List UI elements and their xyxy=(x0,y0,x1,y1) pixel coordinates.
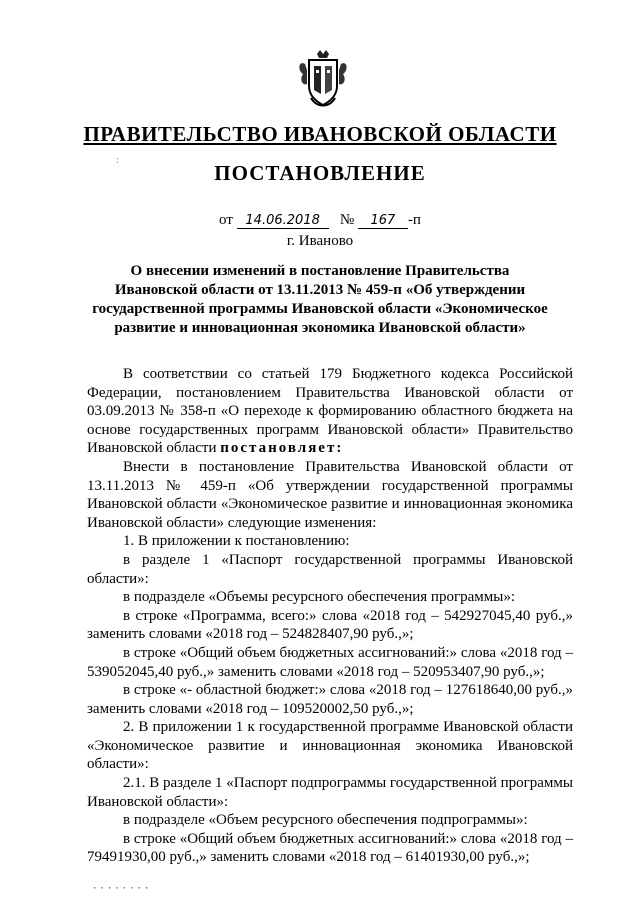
number-sign: № xyxy=(339,212,355,228)
scan-mark: : xyxy=(116,155,119,166)
paragraph: 1. В приложении к постановлению: xyxy=(123,533,350,550)
paragraph: в строке «Общий объем бюджетных ассигнований:» слова «2018 год – 539052045,40 руб.,» заменить словами «2018 год – 520953407,90 руб.,»; xyxy=(87,644,573,680)
paragraph: 2. В приложении 1 к государственной программе Ивановской области «Экономическое развитие и инновационная экономика Ивановской области»: xyxy=(87,719,573,773)
government-title: ПРАВИТЕЛЬСТВО ИВАНОВСКОЙ ОБЛАСТИ xyxy=(83,122,557,146)
date-prefix: от xyxy=(219,212,233,228)
dateline xyxy=(0,212,640,229)
paragraph: 2.1. В разделе 1 «Паспорт подпрограммы государственной программы Ивановской области»: xyxy=(87,775,573,810)
paragraph: в строке «Общий объем бюджетных ассигнований:» слова «2018 год – 79491930,00 руб.,» заменить словами «2018 год – 61401930,00 руб.,»; xyxy=(87,830,573,866)
handwritten-number: 167 xyxy=(358,213,408,229)
paragraph: в строке «Программа, всего:» слова «2018 год – 542927045,40 руб.,» заменить словами «2018 год – 524828407,90 руб.,»; xyxy=(87,607,573,643)
paragraph xyxy=(87,365,573,458)
handwritten-date: 14.06.2018 xyxy=(237,213,329,229)
footnote: ········ xyxy=(92,884,152,894)
paragraph: в разделе 1 «Паспорт государственной программы Ивановской области»: xyxy=(87,551,573,587)
document-subject: О внесении изменений в постановление Правительства Ивановской области от 13.11.2013 № 459-п «Об утверждении государственной программы Ивановской области «Экономическое развитие и инновационная экономика Ивановской области» xyxy=(92,263,548,336)
paragraph: в подразделе «Объемы ресурсного обеспечения программы»: xyxy=(123,589,515,606)
decree-word: постановляет: xyxy=(220,440,344,457)
paragraph: Внести в постановление Правительства Ивановской области от 13.11.2013 № 459-п «Об утверждении государственной программы Ивановской области «Экономическое развитие и инновационная экономика Ивановской области» следующие изменения: xyxy=(87,458,573,531)
number-suffix: -п xyxy=(407,212,421,228)
city: г. Иваново xyxy=(286,233,354,249)
document-type: ПОСТАНОВЛЕНИЕ xyxy=(214,161,426,185)
coat-of-arms-icon xyxy=(297,50,349,108)
paragraph-text: В соответствии со статьей 179 Бюджетного кодекса Российской Федерации, постановлением Правительства Ивановской области от 03.09.2013 № 358-п «О переходе к формированию областного бюджета на основе государственных программ Ивановской области» Правительство Ивановской области xyxy=(87,366,573,457)
paragraph: в подразделе «Объем ресурсного обеспечения подпрограммы»: xyxy=(123,812,528,829)
document-body xyxy=(87,365,573,867)
paragraph: в строке «- областной бюджет:» слова «2018 год – 127618640,00 руб.,» заменить словами «2018 год – 109520002,50 руб.,»; xyxy=(87,682,573,717)
